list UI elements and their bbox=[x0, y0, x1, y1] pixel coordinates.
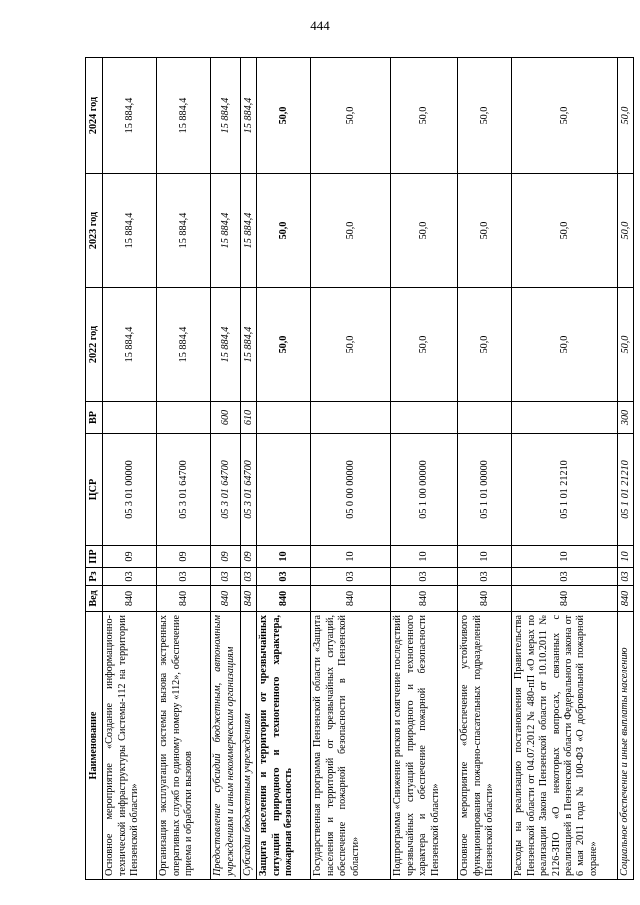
row-2023: 50,0 bbox=[618, 174, 634, 288]
row-2024: 50,0 bbox=[257, 58, 311, 174]
row-pr: 10 bbox=[391, 546, 458, 568]
header-rz: Рз bbox=[86, 568, 103, 586]
row-ved: 840 bbox=[211, 586, 241, 612]
row-rz: 03 bbox=[391, 568, 458, 586]
header-pr: ПР bbox=[86, 546, 103, 568]
row-name: Социальное обеспечение и иные выплаты населению bbox=[618, 612, 634, 880]
row-name: Подпрограмма «Снижение рисков и смягчение последствий чрезвычайных ситуаций природного и техногенного характера и обеспечение пожарной безопасности Пензенской области» bbox=[391, 612, 458, 880]
header-vr: ВР bbox=[86, 402, 103, 434]
header-2023: 2023 год bbox=[86, 174, 103, 288]
row-2023: 15 884,4 bbox=[241, 174, 257, 288]
row-rz: 03 bbox=[103, 568, 157, 586]
header-ved: Вед bbox=[86, 586, 103, 612]
row-ved: 840 bbox=[391, 586, 458, 612]
row-2022: 50,0 bbox=[311, 288, 391, 402]
row-csr: 05 1 01 21210 bbox=[512, 434, 618, 546]
table-row bbox=[157, 58, 211, 880]
row-rz: 03 bbox=[241, 568, 257, 586]
row-csr: 05 3 01 64700 bbox=[211, 434, 241, 546]
row-name: Защита населения и территории от чрезвычайных ситуаций природного и техногенного характера, пожарная безопасность bbox=[257, 612, 311, 880]
row-csr bbox=[257, 434, 311, 546]
table-row bbox=[391, 58, 458, 880]
row-vr bbox=[391, 402, 458, 434]
budget-table bbox=[85, 57, 634, 880]
row-vr bbox=[458, 402, 512, 434]
row-pr: 10 bbox=[257, 546, 311, 568]
header-csr: ЦСР bbox=[86, 434, 103, 546]
row-2024: 50,0 bbox=[512, 58, 618, 174]
row-rz: 03 bbox=[211, 568, 241, 586]
row-name: Предоставление субсидий бюджетным, автономным учреждениям и иным некоммерческим организациям bbox=[211, 612, 241, 880]
row-2024: 15 884,4 bbox=[157, 58, 211, 174]
row-pr: 10 bbox=[458, 546, 512, 568]
row-2023: 15 884,4 bbox=[211, 174, 241, 288]
row-rz: 03 bbox=[618, 568, 634, 586]
row-name: Расходы на реализацию постановления Правительства Пензенской области от 04.07.2012 № 480-пП «О мерах по реализации Закона Пензенской области от 10.10.2011 № 2126-ЗПО «О некоторых вопросах, связанных с реализацией в Пензенской области Федерального закона от 6 мая 2011 года № 100-ФЗ «О добровольной пожарной охране» bbox=[512, 612, 618, 880]
row-2023: 50,0 bbox=[391, 174, 458, 288]
table-row bbox=[311, 58, 391, 880]
row-pr: 10 bbox=[618, 546, 634, 568]
row-ved: 840 bbox=[257, 586, 311, 612]
row-csr: 05 1 00 00000 bbox=[391, 434, 458, 546]
table-row bbox=[257, 58, 311, 880]
row-2022: 50,0 bbox=[618, 288, 634, 402]
row-ved: 840 bbox=[512, 586, 618, 612]
row-2024: 15 884,4 bbox=[241, 58, 257, 174]
row-2023: 15 884,4 bbox=[103, 174, 157, 288]
row-rz: 03 bbox=[512, 568, 618, 586]
row-2023: 15 884,4 bbox=[157, 174, 211, 288]
table-row bbox=[458, 58, 512, 880]
row-csr: 05 1 01 21210 bbox=[618, 434, 634, 546]
table-row bbox=[512, 58, 618, 880]
row-csr: 05 1 01 00000 bbox=[458, 434, 512, 546]
row-2024: 15 884,4 bbox=[211, 58, 241, 174]
row-2023: 50,0 bbox=[512, 174, 618, 288]
row-ved: 840 bbox=[241, 586, 257, 612]
row-vr: 300 bbox=[618, 402, 634, 434]
row-rz: 03 bbox=[458, 568, 512, 586]
row-2022: 15 884,4 bbox=[103, 288, 157, 402]
header-name: Наименование bbox=[86, 612, 103, 880]
row-vr bbox=[257, 402, 311, 434]
row-2022: 50,0 bbox=[458, 288, 512, 402]
row-ved: 840 bbox=[618, 586, 634, 612]
table-row bbox=[103, 58, 157, 880]
row-pr: 10 bbox=[512, 546, 618, 568]
rotated-table-container bbox=[85, 58, 631, 880]
row-pr: 09 bbox=[241, 546, 257, 568]
row-2023: 50,0 bbox=[257, 174, 311, 288]
table-row bbox=[211, 58, 241, 880]
table-row bbox=[241, 58, 257, 880]
row-name: Организация эксплуатации системы вызова экстренных оперативных служб по единому номеру «112», обеспечение приема и обработки вызовов bbox=[157, 612, 211, 880]
row-2022: 50,0 bbox=[391, 288, 458, 402]
row-pr: 10 bbox=[311, 546, 391, 568]
row-vr bbox=[103, 402, 157, 434]
row-csr: 05 3 01 64700 bbox=[241, 434, 257, 546]
row-rz: 03 bbox=[257, 568, 311, 586]
row-csr: 05 3 01 00000 bbox=[103, 434, 157, 546]
row-rz: 03 bbox=[311, 568, 391, 586]
header-2024: 2024 год bbox=[86, 58, 103, 174]
row-2022: 50,0 bbox=[257, 288, 311, 402]
row-csr: 05 3 01 64700 bbox=[157, 434, 211, 546]
row-2024: 50,0 bbox=[458, 58, 512, 174]
row-2023: 50,0 bbox=[458, 174, 512, 288]
header-row bbox=[86, 58, 103, 880]
row-name: Субсидии бюджетным учреждениям bbox=[241, 612, 257, 880]
row-ved: 840 bbox=[458, 586, 512, 612]
row-name: Основное мероприятие «Создание информационно-технической инфраструктуры Системы-112 на территории Пензенской области» bbox=[103, 612, 157, 880]
row-2024: 50,0 bbox=[618, 58, 634, 174]
row-2022: 50,0 bbox=[512, 288, 618, 402]
row-2022: 15 884,4 bbox=[157, 288, 211, 402]
row-2024: 15 884,4 bbox=[103, 58, 157, 174]
row-vr bbox=[512, 402, 618, 434]
row-ved: 840 bbox=[157, 586, 211, 612]
row-pr: 09 bbox=[211, 546, 241, 568]
row-pr: 09 bbox=[103, 546, 157, 568]
page-number: 444 bbox=[310, 18, 330, 33]
row-2024: 50,0 bbox=[311, 58, 391, 174]
row-ved: 840 bbox=[311, 586, 391, 612]
table-row bbox=[618, 58, 634, 880]
row-pr: 09 bbox=[157, 546, 211, 568]
row-2022: 15 884,4 bbox=[211, 288, 241, 402]
row-2022: 15 884,4 bbox=[241, 288, 257, 402]
row-name: Государственная программа Пензенской области «Защита населения и территорий от чрезвычайных ситуаций, обеспечение пожарной безопасности в Пензенской области» bbox=[311, 612, 391, 880]
row-2024: 50,0 bbox=[391, 58, 458, 174]
row-ved: 840 bbox=[103, 586, 157, 612]
row-vr bbox=[311, 402, 391, 434]
header-2022: 2022 год bbox=[86, 288, 103, 402]
row-rz: 03 bbox=[157, 568, 211, 586]
row-csr: 05 0 00 00000 bbox=[311, 434, 391, 546]
row-vr: 610 bbox=[241, 402, 257, 434]
row-vr bbox=[157, 402, 211, 434]
row-2023: 50,0 bbox=[311, 174, 391, 288]
row-vr: 600 bbox=[211, 402, 241, 434]
row-name: Основное мероприятие «Обеспечение устойчивого функционирования пожарно-спасательных подразделений Пензенской области» bbox=[458, 612, 512, 880]
